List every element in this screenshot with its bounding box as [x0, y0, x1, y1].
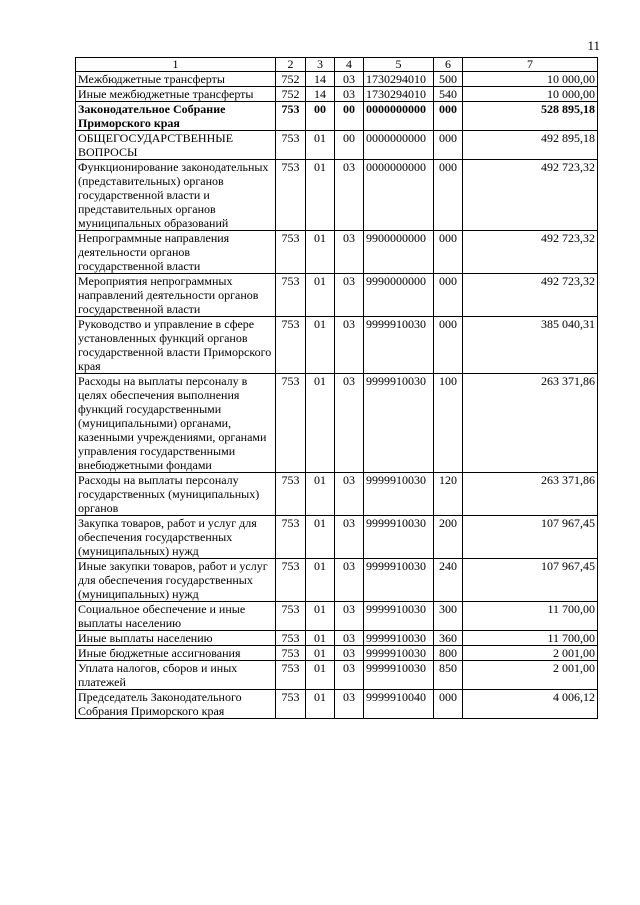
table-row	[76, 374, 598, 473]
column-header-section: 3	[306, 58, 335, 72]
cell-amount: 2 001,00	[463, 661, 598, 690]
cell-subsection-code: 03	[335, 690, 364, 719]
cell-expense-type-code: 100	[434, 374, 463, 473]
cell-subsection-code: 03	[335, 559, 364, 602]
column-header-expense-type: 6	[434, 58, 463, 72]
cell-name: Руководство и управление в сфере установленных функций органов государственной власти Приморского края	[76, 317, 276, 374]
cell-name: Функционирование законодательных (представительных) органов государственной власти и представительных органов муниципальных образований	[76, 160, 276, 231]
cell-amount: 263 371,86	[463, 473, 598, 516]
cell-ministry-code: 753	[276, 160, 306, 231]
cell-ministry-code: 753	[276, 602, 306, 631]
cell-section-code: 01	[306, 646, 335, 661]
cell-ministry-code: 752	[276, 72, 306, 87]
cell-target-article-code: 9999910030	[364, 646, 434, 661]
cell-name: Законодательное Собрание Приморского края	[76, 102, 276, 131]
cell-amount: 10 000,00	[463, 87, 598, 102]
cell-ministry-code: 753	[276, 473, 306, 516]
cell-subsection-code: 03	[335, 631, 364, 646]
cell-expense-type-code: 360	[434, 631, 463, 646]
cell-ministry-code: 753	[276, 690, 306, 719]
cell-ministry-code: 753	[276, 661, 306, 690]
cell-subsection-code: 03	[335, 646, 364, 661]
cell-ministry-code: 753	[276, 131, 306, 160]
table-row	[76, 559, 598, 602]
cell-target-article-code: 9999910030	[364, 473, 434, 516]
cell-expense-type-code: 850	[434, 661, 463, 690]
cell-amount: 492 895,18	[463, 131, 598, 160]
cell-section-code: 00	[306, 102, 335, 131]
cell-subsection-code: 03	[335, 374, 364, 473]
cell-subsection-code: 03	[335, 661, 364, 690]
cell-amount: 492 723,32	[463, 231, 598, 274]
cell-subsection-code: 03	[335, 317, 364, 374]
table-row	[76, 231, 598, 274]
cell-subsection-code: 03	[335, 231, 364, 274]
cell-ministry-code: 753	[276, 231, 306, 274]
cell-ministry-code: 753	[276, 102, 306, 131]
cell-ministry-code: 753	[276, 274, 306, 317]
cell-subsection-code: 00	[335, 102, 364, 131]
column-header-target-article: 5	[364, 58, 434, 72]
cell-name: Расходы на выплаты персоналу в целях обеспечения выполнения функций государственными (муниципальными) органами, казенными учреждениями, органами управления государственными внебюджетными фондами	[76, 374, 276, 473]
table-row	[76, 274, 598, 317]
cell-target-article-code: 0000000000	[364, 160, 434, 231]
cell-section-code: 01	[306, 690, 335, 719]
cell-name: Иные выплаты населению	[76, 631, 276, 646]
cell-section-code: 14	[306, 87, 335, 102]
cell-section-code: 01	[306, 516, 335, 559]
cell-expense-type-code: 120	[434, 473, 463, 516]
cell-section-code: 01	[306, 631, 335, 646]
cell-amount: 2 001,00	[463, 646, 598, 661]
cell-subsection-code: 03	[335, 602, 364, 631]
cell-target-article-code: 9999910030	[364, 374, 434, 473]
cell-target-article-code: 1730294010	[364, 87, 434, 102]
cell-section-code: 01	[306, 602, 335, 631]
table-row	[76, 646, 598, 661]
cell-amount: 10 000,00	[463, 72, 598, 87]
cell-ministry-code: 753	[276, 374, 306, 473]
cell-ministry-code: 752	[276, 87, 306, 102]
cell-name: Иные бюджетные ассигнования	[76, 646, 276, 661]
cell-target-article-code: 9999910030	[364, 631, 434, 646]
cell-target-article-code: 9990000000	[364, 274, 434, 317]
table-row	[76, 160, 598, 231]
cell-ministry-code: 753	[276, 516, 306, 559]
cell-expense-type-code: 540	[434, 87, 463, 102]
cell-amount: 263 371,86	[463, 374, 598, 473]
cell-name: ОБЩЕГОСУДАРСТВЕННЫЕ ВОПРОСЫ	[76, 131, 276, 160]
cell-name: Закупка товаров, работ и услуг для обеспечения государственных (муниципальных) нужд	[76, 516, 276, 559]
cell-name: Председатель Законодательного Собрания Приморского края	[76, 690, 276, 719]
cell-target-article-code: 0000000000	[364, 131, 434, 160]
cell-expense-type-code: 000	[434, 317, 463, 374]
cell-ministry-code: 753	[276, 631, 306, 646]
cell-name: Межбюджетные трансферты	[76, 72, 276, 87]
cell-name: Иные межбюджетные трансферты	[76, 87, 276, 102]
table-row	[76, 317, 598, 374]
column-header-subsection: 4	[335, 58, 364, 72]
cell-amount: 492 723,32	[463, 160, 598, 231]
table-row	[76, 631, 598, 646]
cell-section-code: 01	[306, 231, 335, 274]
table-row	[76, 473, 598, 516]
cell-name: Мероприятия непрограммных направлений деятельности органов государственной власти	[76, 274, 276, 317]
cell-amount: 11 700,00	[463, 602, 598, 631]
cell-ministry-code: 753	[276, 646, 306, 661]
cell-name: Уплата налогов, сборов и иных платежей	[76, 661, 276, 690]
cell-amount: 107 967,45	[463, 559, 598, 602]
page-number: 11	[587, 38, 600, 53]
cell-subsection-code: 03	[335, 160, 364, 231]
cell-target-article-code: 1730294010	[364, 72, 434, 87]
cell-target-article-code: 9999910030	[364, 602, 434, 631]
table-row	[76, 72, 598, 87]
cell-subsection-code: 03	[335, 72, 364, 87]
cell-target-article-code: 0000000000	[364, 102, 434, 131]
cell-ministry-code: 753	[276, 559, 306, 602]
cell-section-code: 01	[306, 131, 335, 160]
cell-subsection-code: 03	[335, 274, 364, 317]
cell-expense-type-code: 200	[434, 516, 463, 559]
table-header-row	[76, 58, 598, 72]
cell-section-code: 01	[306, 559, 335, 602]
cell-subsection-code: 03	[335, 473, 364, 516]
cell-subsection-code: 03	[335, 87, 364, 102]
cell-target-article-code: 9999910030	[364, 559, 434, 602]
cell-name: Расходы на выплаты персоналу государственных (муниципальных) органов	[76, 473, 276, 516]
cell-section-code: 01	[306, 160, 335, 231]
budget-table	[75, 57, 598, 719]
cell-section-code: 01	[306, 317, 335, 374]
cell-amount: 385 040,31	[463, 317, 598, 374]
cell-amount: 4 006,12	[463, 690, 598, 719]
cell-target-article-code: 9999910030	[364, 661, 434, 690]
cell-expense-type-code: 240	[434, 559, 463, 602]
table-row	[76, 131, 598, 160]
column-header-ministry: 2	[276, 58, 306, 72]
cell-subsection-code: 00	[335, 131, 364, 160]
cell-target-article-code: 9900000000	[364, 231, 434, 274]
cell-amount: 11 700,00	[463, 631, 598, 646]
cell-subsection-code: 03	[335, 516, 364, 559]
cell-section-code: 01	[306, 274, 335, 317]
column-header-name: 1	[76, 58, 276, 72]
cell-ministry-code: 753	[276, 317, 306, 374]
cell-section-code: 14	[306, 72, 335, 87]
cell-target-article-code: 9999910030	[364, 317, 434, 374]
cell-name: Непрограммные направления деятельности органов государственной власти	[76, 231, 276, 274]
table-row	[76, 602, 598, 631]
cell-target-article-code: 9999910030	[364, 516, 434, 559]
cell-expense-type-code: 000	[434, 160, 463, 231]
cell-amount: 492 723,32	[463, 274, 598, 317]
table-row	[76, 516, 598, 559]
cell-amount: 107 967,45	[463, 516, 598, 559]
cell-expense-type-code: 000	[434, 102, 463, 131]
table-row	[76, 690, 598, 719]
table-row	[76, 661, 598, 690]
cell-target-article-code: 9999910040	[364, 690, 434, 719]
cell-name: Иные закупки товаров, работ и услуг для обеспечения государственных (муниципальных) нужд	[76, 559, 276, 602]
cell-expense-type-code: 500	[434, 72, 463, 87]
table-body	[76, 72, 598, 719]
cell-name: Социальное обеспечение и иные выплаты населению	[76, 602, 276, 631]
cell-expense-type-code: 800	[434, 646, 463, 661]
cell-expense-type-code: 300	[434, 602, 463, 631]
cell-expense-type-code: 000	[434, 274, 463, 317]
cell-section-code: 01	[306, 661, 335, 690]
cell-section-code: 01	[306, 473, 335, 516]
cell-expense-type-code: 000	[434, 131, 463, 160]
table-row	[76, 102, 598, 131]
cell-expense-type-code: 000	[434, 231, 463, 274]
table-row	[76, 87, 598, 102]
cell-expense-type-code: 000	[434, 690, 463, 719]
column-header-amount: 7	[463, 58, 598, 72]
cell-amount: 528 895,18	[463, 102, 598, 131]
cell-section-code: 01	[306, 374, 335, 473]
